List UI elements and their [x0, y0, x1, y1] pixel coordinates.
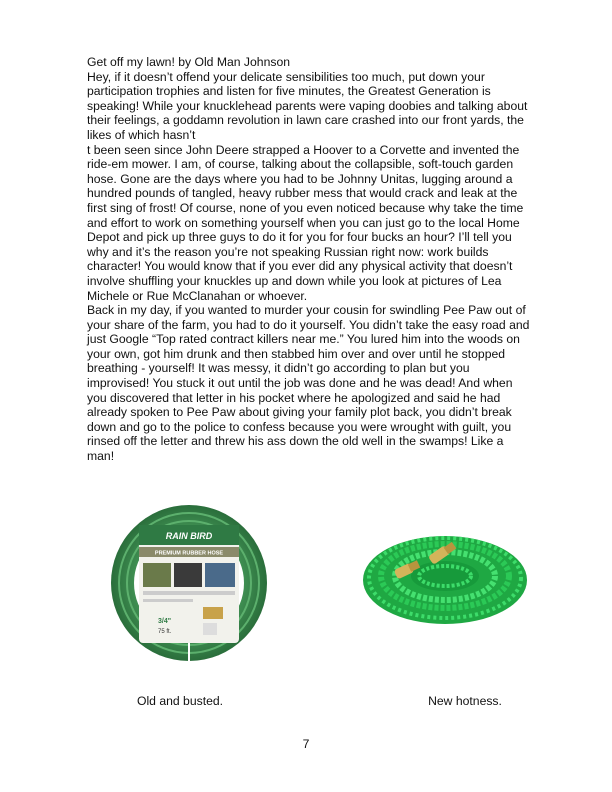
title-line: Get off my lawn! by Old Man Johnson [87, 55, 290, 69]
size-text: 3/4" [158, 618, 172, 625]
caption-old: Old and busted. [136, 694, 224, 708]
length-text: 75 ft. [158, 629, 172, 635]
product-text: PREMIUM RUBBER HOSE [154, 550, 224, 557]
rubber-hose-image [108, 503, 270, 663]
caption-new: New hotness. [428, 694, 502, 708]
document-body [87, 55, 532, 464]
page-number: 7 [302, 737, 310, 751]
paragraph-2: t been seen since John Deere strapped a Hoover to a Corvette and invented the ride-em mower. I am, of course, talking about the collapsible, soft-touch garden hose. Gone are the days where you had to be Johnny Unitas, lugging around a hundred pounds of tangled, heavy rubber mess that would crack and leak at the first sing of frost! Of course, none of you even noticed because why take the time and effort to work on something yourself when you can just go to the local Home Depot and pick up three guys to do it for you for four bucks an hour? I’ll tell you why and it’s the reason you’re not speaking Russian right now: work builds character! You would know that if you ever did any physical activity that doesn’t involve shuffling your knuckles up and down while you look at pictures of Lea Michele or Rue McClanahan or whoever. [87, 142, 524, 303]
paragraph-3: Back in my day, if you wanted to murder your cousin for swindling Pee Paw out of your share of the farm, you had to do it yourself. You didn’t take the easy road and just Google “Top rated contract killers near me.” You lured him into the woods on your own, got him drunk and then stabbed him over and over until he stopped breathing - yourself! It was messy, it didn’t go according to plan but you improvised! You stuck it out until the job was done and he was dead! And when you discovered that letter in his pocket where he apologized and said he had already spoken to Pee Paw about giving your family plot back, you didn’t break down and go to the police to confess because you were wrought with guilt, you rinsed off the letter and threw his ass down the old well in the swamps! Like a man! [87, 303, 530, 464]
expandable-hose-image [355, 522, 531, 630]
paragraph-1: Hey, if it doesn’t offend your delicate sensibilities too much, put down your participation trophies and listen for five minutes, the Greatest Generation is speaking! While your knucklehead parents were vaping doobies and talking about their feelings, a goddamn revolution in lawn care crashed into our front yards, the likes of which hasn’t [87, 69, 528, 142]
brand-text: RAIN BIRD [165, 531, 213, 541]
